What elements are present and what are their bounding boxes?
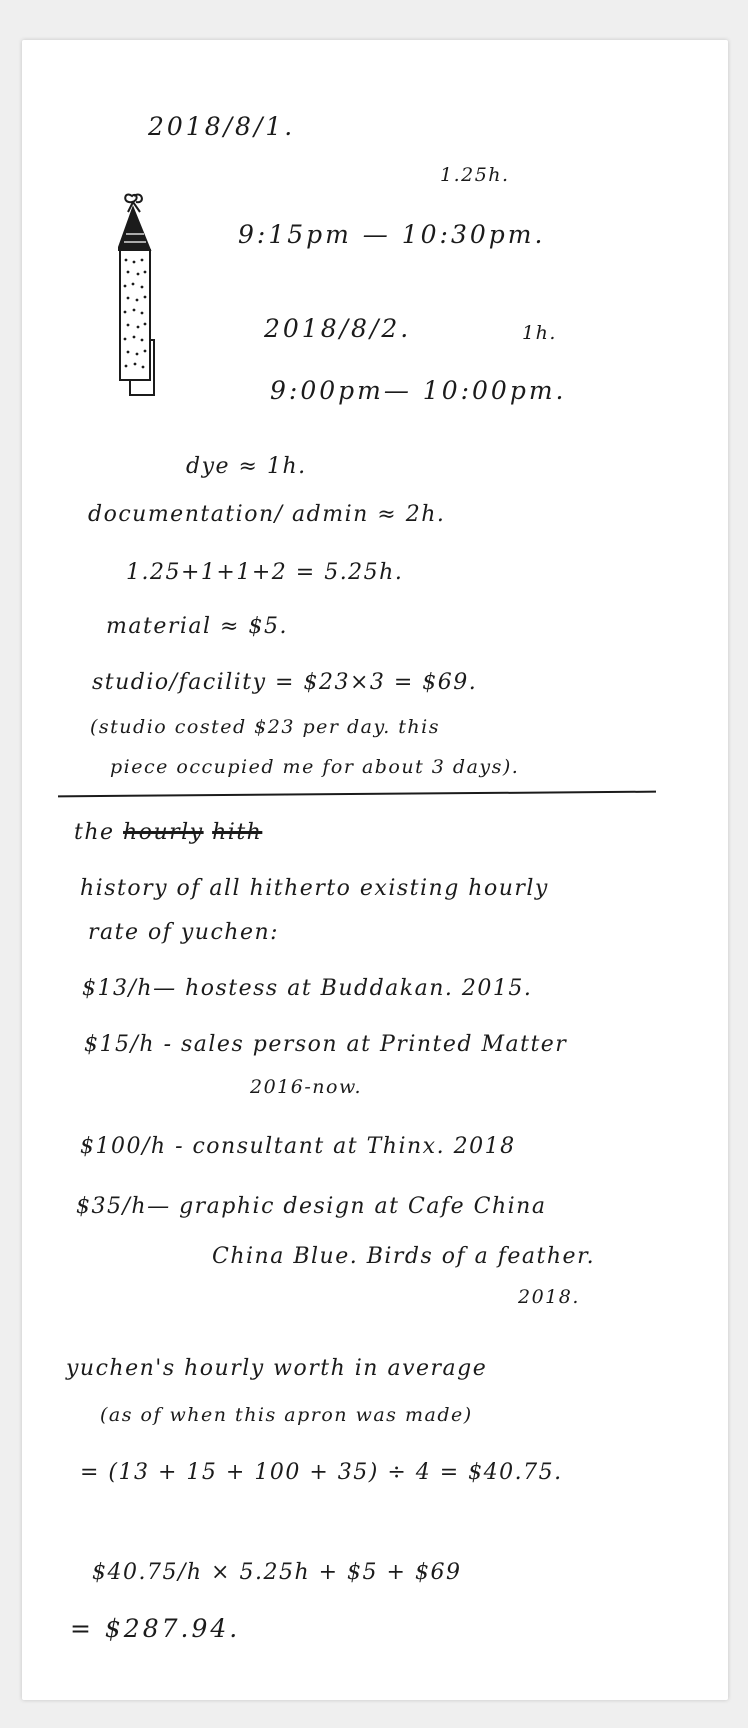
- time-range-2: 9:00pm— 10:00pm.: [270, 376, 567, 405]
- studio-note-line-2: piece occupied me for about 3 days).: [110, 756, 520, 778]
- total-formula: $40.75/h × 5.25h + $5 + $69: [92, 1560, 462, 1585]
- hours-1: 1.25h.: [440, 164, 510, 186]
- hours-2: 1h.: [522, 322, 557, 344]
- rate-entry-4-year: 2018.: [518, 1286, 580, 1308]
- admin-line: documentation/ admin ≈ 2h.: [88, 502, 446, 527]
- struck-heading-prefix: the: [74, 820, 115, 845]
- rate-entry-4: $35/h— graphic design at Cafe China: [76, 1194, 547, 1219]
- date-1: 2018/8/1.: [148, 112, 296, 141]
- total-hours-line: 1.25+1+1+2 = 5.25h.: [126, 560, 404, 585]
- rate-entry-2-years: 2016-now.: [250, 1076, 362, 1098]
- average-formula: = (13 + 15 + 100 + 35) ÷ 4 = $40.75.: [80, 1460, 563, 1485]
- studio-note-line-1: (studio costed $23 per day. this: [90, 716, 440, 738]
- rate-entry-2: $15/h - sales person at Printed Matter: [84, 1032, 568, 1057]
- rate-entry-1: $13/h— hostess at Buddakan. 2015.: [82, 976, 533, 1001]
- history-heading-line-1: history of all hitherto existing hourly: [80, 876, 549, 901]
- struck-heading: [74, 820, 262, 845]
- history-heading-line-2: rate of yuchen:: [88, 920, 280, 945]
- rate-entry-4-clients: China Blue. Birds of a feather.: [212, 1244, 596, 1269]
- struck-word-2: hith: [212, 820, 263, 845]
- material-line: material ≈ $5.: [106, 614, 288, 639]
- average-heading: yuchen's hourly worth in average: [66, 1356, 488, 1381]
- date-2: 2018/8/2.: [264, 314, 412, 343]
- time-range-1: 9:15pm — 10:30pm.: [238, 220, 546, 249]
- apron-drawing: [118, 190, 178, 430]
- average-note: (as of when this apron was made): [100, 1404, 473, 1426]
- total-result: = $287.94.: [70, 1614, 241, 1643]
- dye-line: dye ≈ 1h.: [186, 454, 307, 479]
- studio-line: studio/facility = $23×3 = $69.: [92, 670, 478, 695]
- rate-entry-3: $100/h - consultant at Thinx. 2018: [80, 1134, 516, 1159]
- struck-word-1: hourly: [123, 820, 204, 845]
